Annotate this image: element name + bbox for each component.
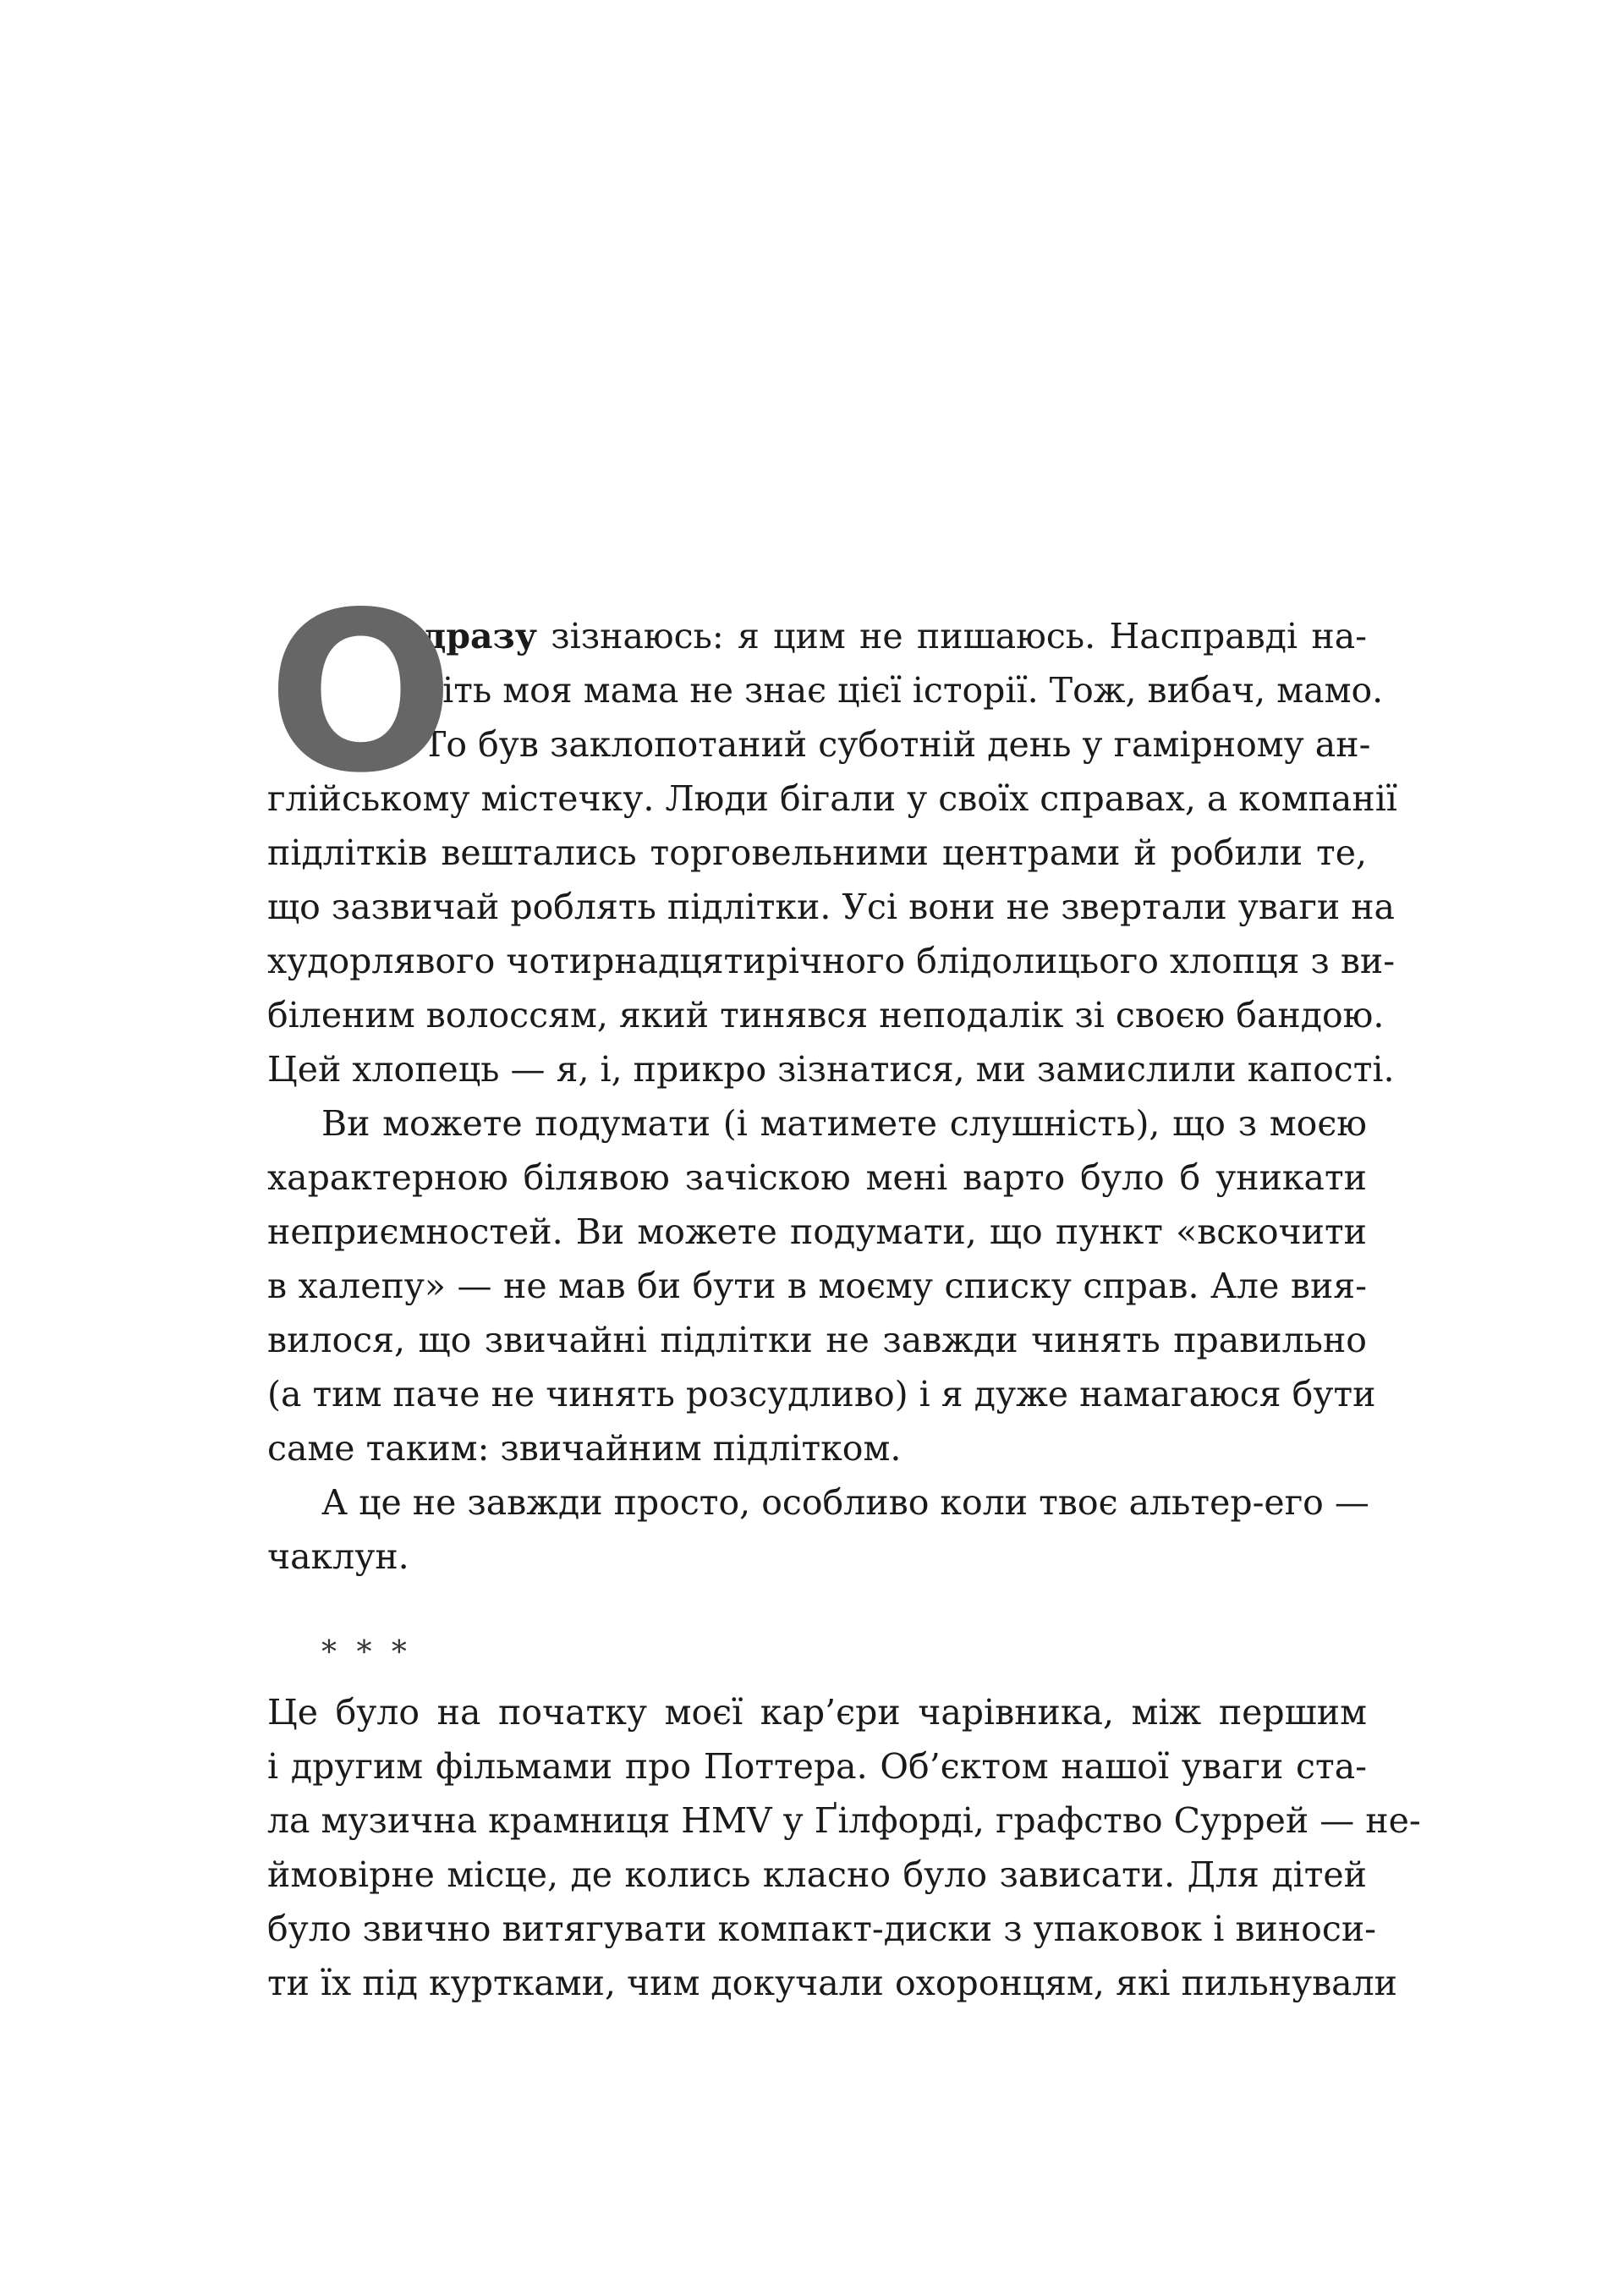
paragraph-2-line: (а тим паче не чинять розсудливо) і я дуже намагаюся бути (267, 1374, 1376, 1414)
paragraph-2-line: характерною білявою зачіскою мені варто було б уникати (267, 1157, 1367, 1198)
book-page (267, 566, 1421, 2010)
paragraph-4-line: Це було на початку моєї кар’єри чарівника, між першим (267, 1692, 1367, 1733)
paragraph-1-line: біленим волоссям, який тинявся неподалік зі своєю бандою. (267, 995, 1385, 1035)
paragraph-1-line: глійському містечку. Люди бігали у своїх справах, а компанії (267, 778, 1397, 819)
paragraph-1-line-3: То був заклопотаний суботній день у гамірному ан- (423, 724, 1371, 765)
paragraph-1-line: що зазвичай роблять підлітки. Усі вони не звертали уваги на (267, 887, 1395, 927)
paragraph-2-line: вилося, що звичайні підлітки не завжди чинять правильно (267, 1320, 1367, 1360)
paragraph-2-line: саме таким: звичайним підлітком. (267, 1428, 902, 1469)
paragraph-4-line: ла музична крамниця HMV у Ґілфорді, графство Суррей — не- (267, 1800, 1421, 1841)
paragraph-1-line: Цей хлопець — я, і, прикро зізнатися, ми замислили капості. (267, 1049, 1395, 1090)
paragraph-2-line: Ви можете подумати (і матимете слушність), що з моєю (321, 1103, 1367, 1144)
paragraph-4-line: було звично витягувати компакт-диски з упаковок і виноси- (267, 1909, 1376, 1949)
paragraph-4-line: і другим фільмами про Поттера. Об’єктом нашої уваги ста- (267, 1746, 1367, 1787)
paragraph-1-line-2: віть моя мама не знає цієї історії. Тож, вибач, мамо. (423, 670, 1384, 711)
paragraph-3-line: А це не завжди просто, особливо коли твоє альтер-его — (321, 1482, 1369, 1523)
paragraph-4-line: ймовірне місце, де колись класно було зависати. Для дітей (267, 1854, 1367, 1895)
paragraph-3-line: чаклун. (267, 1536, 409, 1577)
paragraph-4-line: ти їх під куртками, чим докучали охоронцям, які пильнували (267, 1963, 1397, 2003)
drop-cap: О (267, 566, 455, 821)
paragraph-1-line: худорлявого чотирнадцятирічного блідолицього хлопця з ви- (267, 941, 1396, 981)
line-text: зізнаюсь: я цим не пишаюсь. Насправді на- (536, 616, 1367, 656)
section-break: * * * (321, 1635, 412, 1670)
lead-word: дразу (423, 616, 537, 656)
paragraph-2-line: в халепу» — не мав би бути в моєму списку справ. Але вия- (267, 1266, 1367, 1306)
paragraph-1-line: підлітків вештались торговельними центрами й робили те, (267, 832, 1367, 873)
paragraph-2-line: неприємностей. Ви можете подумати, що пункт «вскочити (267, 1211, 1367, 1252)
